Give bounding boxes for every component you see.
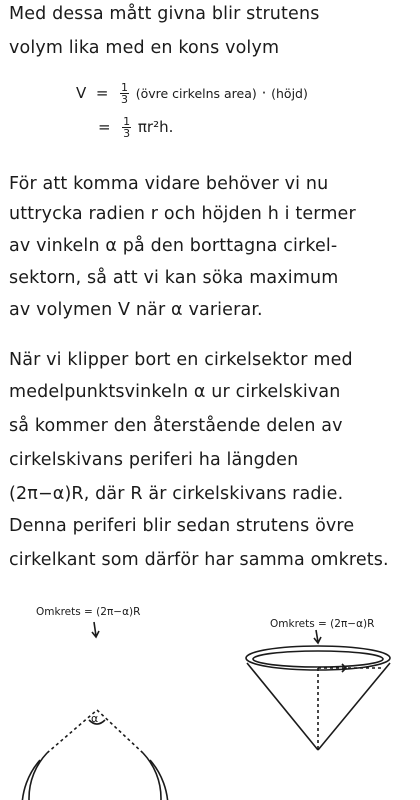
cone-top-ellipse-inner [253,651,383,667]
sector-radius-right [97,710,143,753]
paragraph2-line3: av vinkeln α på den borttagna cirkel- [9,236,338,256]
formula-line2-equals: = [98,118,111,136]
formula-term-height: (höjd) [271,86,308,101]
fraction2-numerator: 1 [123,115,131,128]
paragraph3-line4: cirkelskivans periferi ha längden [9,450,299,470]
paragraph3-line2: medelpunktsvinkeln α ur cirkelskivan [9,382,341,402]
cone-figure [246,630,390,750]
formula-term-area: (övre cirkelns area) [135,86,257,101]
formula-equals: = [95,84,109,102]
paragraph3-line6: Denna periferi blir sedan strutens övre [9,516,355,536]
paragraph2-line2: uttrycka radien r och höjden h i termer [9,204,356,224]
fraction-denominator: 3 [120,93,128,106]
paragraph3-line3: så kommer den återstående delen av [9,416,343,436]
sector-radius-left [47,710,97,753]
cone-left-side [247,663,318,750]
cut-disc-figure [22,622,168,800]
formula-dot: · [261,84,267,102]
paragraph3-line5: (2π−α)R, där R är cirkelskivans radie. [9,484,344,504]
fraction2-denominator: 3 [123,127,131,140]
paragraph2-line1: För att komma vidare behöver vi nu [9,174,329,194]
formula-lhs: V [76,84,87,102]
disc-outer-arc [22,760,168,800]
paragraph2-line5: av volymen V när α varierar. [9,300,263,320]
formula-line2-rest: πr²h. [137,118,174,136]
paragraph1-line2: volym lika med en kons volym [9,38,280,58]
left-figure-caption: Omkrets = (2π−α)R [36,606,141,618]
right-figure-caption: Omkrets = (2π−α)R [270,618,375,630]
cone-right-side [318,663,390,750]
paragraph2-line4: sektorn, så att vi kan söka maximum [9,268,339,288]
paragraph3-line1: När vi klipper bort en cirkelsektor med [9,350,353,370]
paragraph1-line1: Med dessa mått givna blir strutens [9,4,320,24]
fraction-numerator: 1 [120,81,128,94]
disc-inner-arc [29,753,161,800]
paragraph3-line7: cirkelkant som därför har samma omkrets. [9,550,389,570]
angle-alpha-label: α [91,712,99,725]
